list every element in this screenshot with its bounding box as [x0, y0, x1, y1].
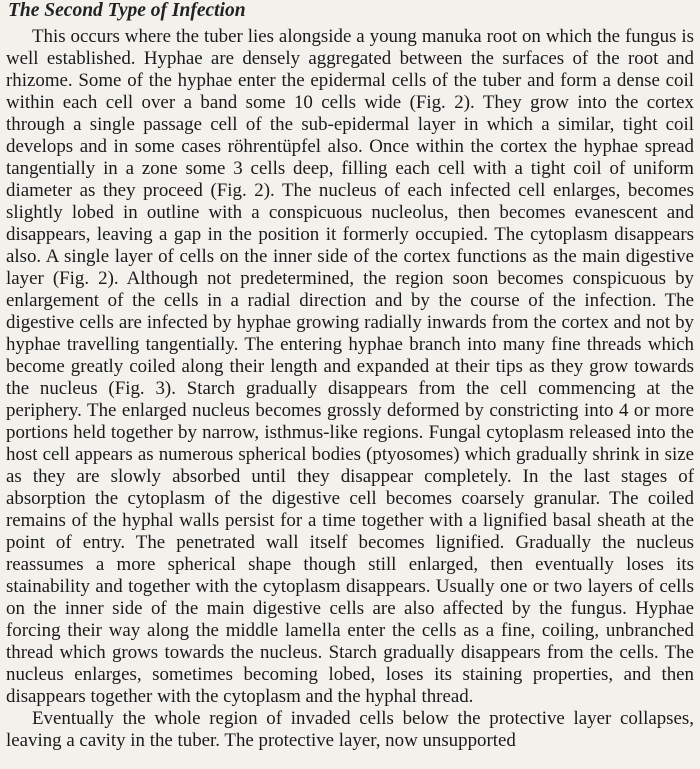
body-paragraph-1: This occurs where the tuber lies alongside a young manuka root on which the fungus is well established. Hyphae are densely aggregated between the surfaces of the root and rhizome. Some of the hyphae enter the epidermal cells of the tuber and form a dense coil within each cell over a band some 10 cells wide (Fig. 2). They grow into the cortex through a single passage cell of the sub-epidermal layer in which a similar, tight coil develops and in some cases röhrentüpfel also. Once within the cortex the hyphae spread tangentially in a zone some 3 cells deep, filling each cell with a tight coil of uniform diameter as they proceed (Fig. 2). The nucleus of each infected cell enlarges, becomes slightly lobed in outline with a conspicuous nucleolus, then becomes evanescent and disappears, leaving a gap in the position it formerly occupied. The cytoplasm disappears also. A single layer of cells on the inner side of the cortex functions as the main digestive layer (Fig. 2). Although not predetermined, the region soon becomes conspicuous by enlargement of the cells in a radial direction and by the course of the infection. The digestive cells are infected by hyphae growing radially inwards from the cortex and not by hyphae travelling tangentially. The entering hyphae branch into many fine threads which become greatly coiled along their length and expanded at their tips as they grow towards the nucleus (Fig. 3). Starch gradually disappears from the cell commencing at the periphery. The enlarged nucleus becomes grossly deformed by constricting into 4 or more portions held together by narrow, isthmus-like regions. Fungal cytoplasm released into the host cell appears as numerous spherical bodies (ptyosomes) which gradually shrink in size as they are slowly absorbed until they disappear completely. In the last stages of absorption the cytoplasm of the digestive cell becomes coarsely granular. The coiled remains of the hyphal walls persist for a time together with a lignified basal sheath at the point of entry. The penetrated wall itself becomes lignified. Gradually the nucleus reassumes a more spherical shape though still enlarged, then eventually loses its stainability and together with the cytoplasm disappears. Usually one or two layers of cells on the inner side of the main digestive cells are also affected by the fungus. Hyphae forcing their way along the middle lamella enter the cells as a fine, coiling, unbranched thread which grows towards the nucleus. Starch gradually disappears from the cells. The nucleus enlarges, sometimes becoming lobed, loses its staining properties, and then disappears together with the cytoplasm and the hyphal thread. — [6, 26, 694, 707]
body-paragraph-2: Eventually the whole region of invaded cells below the protective layer collapses, leaving a cavity in the tuber. The protective layer, now unsupported — [6, 708, 694, 751]
section-heading: The Second Type of Infection — [8, 0, 246, 21]
